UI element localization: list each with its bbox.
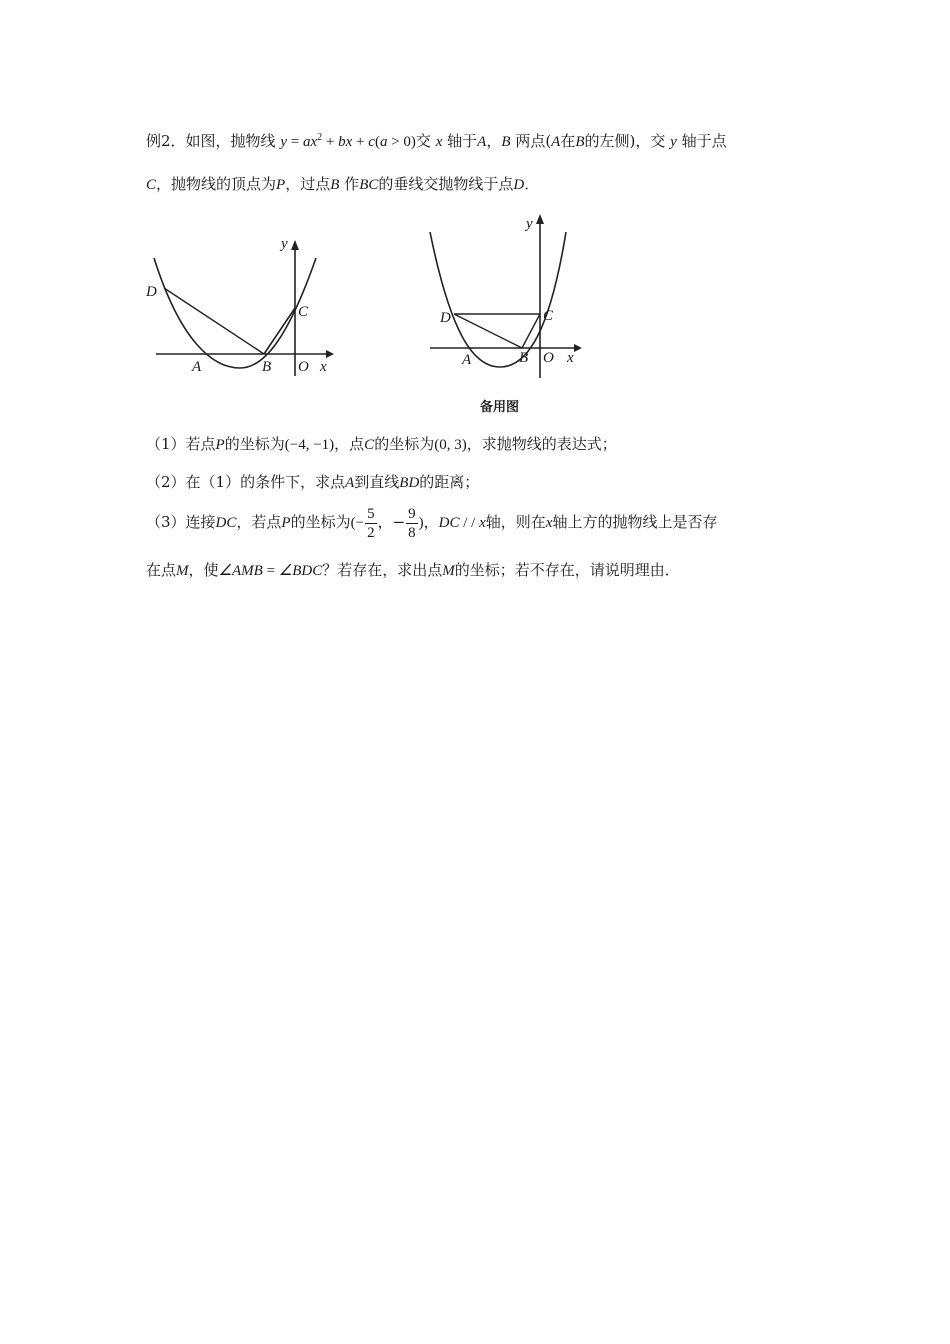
problem-line-1: 例2．如图，抛物线 $y = ax^2$ + bx + c(a > 0)交 x 轴于A，B 两点(A在B的左侧)，交 y 轴于点 [146, 132, 727, 150]
question-3-line-1: （3）连接DC，若点P的坐标为(− $\frac{5}{2}$ ，− $\frac{9}{8}$ )，DC / / x轴，则在x轴上方的抛物线上是否存 [146, 505, 718, 541]
fig2-label-O: O [543, 350, 554, 366]
fig2-label-B: B [519, 350, 529, 366]
question-1: （1）若点P的坐标为(−4, −1)，点C的坐标为(0, 3)，求抛物线的表达式； [146, 435, 617, 453]
problem-line-2: C，抛物线的顶点为P，过点B 作BC的垂线交抛物线于点D． [146, 175, 540, 193]
fig1-label-O: O [298, 359, 309, 375]
fig1-label-B: B [262, 359, 272, 375]
fraction-nine-eighths: $\frac{9}{8}$ [408, 505, 416, 541]
fig1-y-arrow [291, 240, 299, 250]
fig1-label-x: x [320, 359, 327, 375]
fig2-label-C: C [543, 308, 554, 324]
fig2-x-arrow [574, 344, 582, 352]
fig2-segment-DB [454, 314, 522, 348]
fig1-label-C: C [298, 304, 309, 320]
fig1-label-D: D [146, 284, 157, 300]
fig2-label-A: A [462, 352, 472, 368]
fig2-parabola [430, 232, 566, 367]
question-3-line-2: 在点M，使∠AMB = ∠BDC？若存在，求出点M的坐标；若不存在，请说明理由． [146, 561, 680, 579]
fig2-label-y: y [526, 216, 533, 232]
figure-caption: 备用图 [480, 400, 520, 415]
fig2-label-D: D [440, 310, 451, 326]
fig2-label-x: x [567, 350, 574, 366]
fig1-label-y: y [281, 236, 288, 252]
problem-label: 例2． [146, 132, 186, 150]
fraction-five-halves: $\frac{5}{2}$ [367, 505, 375, 541]
fig1-x-arrow [326, 350, 334, 358]
fig1-label-A: A [192, 359, 202, 375]
question-2: （2）在（1）的条件下，求点A到直线BD的距离； [146, 473, 480, 491]
fig2-segment-BC [522, 314, 540, 348]
figure-2 [424, 210, 594, 380]
fig1-segment-BC [264, 308, 295, 354]
fig1-segment-DB [164, 288, 264, 354]
fig2-y-arrow [536, 214, 544, 224]
figure-1 [140, 228, 340, 378]
